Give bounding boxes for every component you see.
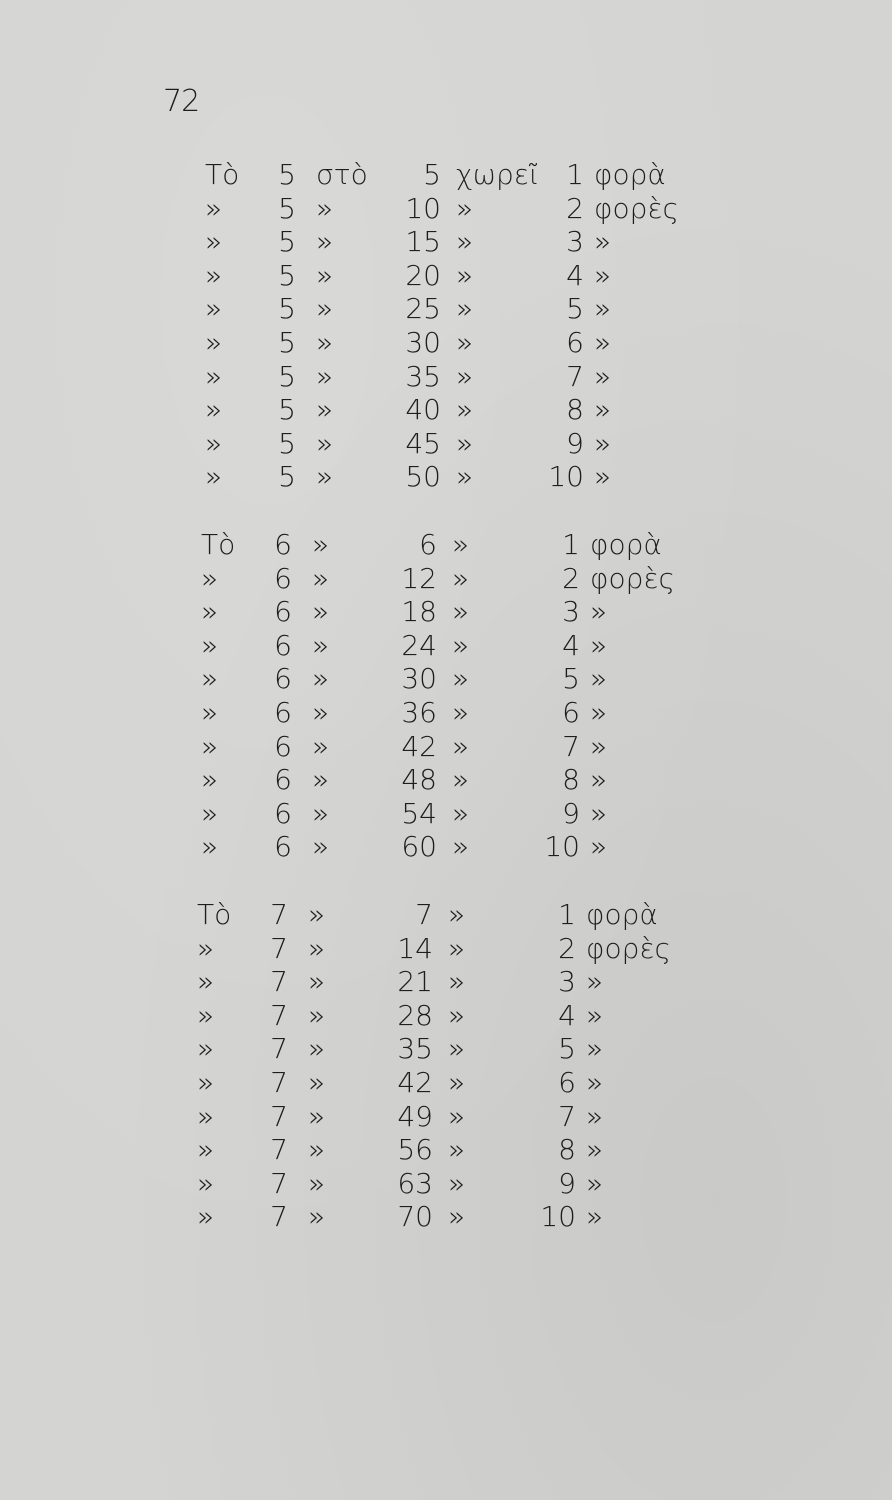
cell-verb: » — [448, 932, 466, 965]
cell-times: 4 — [558, 999, 576, 1032]
cell-prod: 54 — [401, 797, 437, 830]
cell-unit: » — [586, 965, 604, 998]
cell-rel: » — [312, 830, 330, 863]
cell-times: 8 — [566, 393, 584, 426]
cell-verb: » — [452, 797, 470, 830]
cell-verb: » — [452, 763, 470, 796]
cell-lead: » — [205, 192, 223, 225]
cell-verb: » — [448, 965, 466, 998]
cell-unit: » — [594, 393, 612, 426]
cell-unit: » — [586, 1032, 604, 1065]
table-row — [0, 1200, 892, 1234]
cell-rel: » — [312, 662, 330, 695]
cell-lead: Τὸ — [197, 898, 232, 931]
cell-verb: » — [448, 1200, 466, 1233]
table-row — [0, 427, 892, 461]
cell-unit: φορὲς — [586, 932, 671, 965]
table-row — [0, 360, 892, 394]
cell-rel: » — [316, 427, 334, 460]
cell-prod: 35 — [405, 360, 441, 393]
cell-times: 2 — [562, 562, 580, 595]
cell-rel: » — [316, 460, 334, 493]
table-row — [0, 662, 892, 696]
cell-verb: » — [456, 225, 474, 258]
cell-rel: » — [308, 965, 326, 998]
cell-prod: 30 — [401, 662, 437, 695]
cell-prod: 30 — [405, 326, 441, 359]
cell-rel: » — [308, 1032, 326, 1065]
table-row — [0, 528, 892, 562]
table-row — [0, 999, 892, 1033]
cell-n: 6 — [274, 528, 292, 561]
cell-unit: φορὰ — [586, 898, 658, 931]
cell-lead: » — [205, 393, 223, 426]
cell-n: 6 — [274, 696, 292, 729]
table-row — [0, 763, 892, 797]
cell-lead: » — [201, 629, 219, 662]
cell-verb: » — [456, 393, 474, 426]
cell-prod: 24 — [401, 629, 437, 662]
cell-verb: » — [452, 562, 470, 595]
cell-lead: » — [197, 965, 215, 998]
cell-unit: » — [590, 696, 608, 729]
cell-verb: » — [456, 192, 474, 225]
cell-times: 3 — [562, 595, 580, 628]
table-row — [0, 225, 892, 259]
cell-lead: » — [201, 763, 219, 796]
cell-unit: » — [590, 797, 608, 830]
cell-times: 10 — [544, 830, 580, 863]
cell-times: 5 — [562, 662, 580, 695]
cell-unit: » — [594, 460, 612, 493]
cell-verb: » — [452, 830, 470, 863]
cell-rel: » — [308, 1066, 326, 1099]
cell-n: 7 — [270, 1167, 288, 1200]
cell-n: 6 — [274, 629, 292, 662]
cell-n: 7 — [270, 965, 288, 998]
cell-rel: » — [308, 999, 326, 1032]
cell-prod: 56 — [397, 1133, 433, 1166]
table-row — [0, 696, 892, 730]
cell-rel: » — [312, 629, 330, 662]
cell-unit: » — [594, 326, 612, 359]
cell-lead: » — [201, 830, 219, 863]
cell-verb: χωρεῖ — [456, 158, 539, 191]
cell-rel: » — [316, 360, 334, 393]
cell-n: 5 — [278, 225, 296, 258]
cell-rel: » — [308, 1100, 326, 1133]
cell-times: 10 — [540, 1200, 576, 1233]
cell-lead: » — [197, 932, 215, 965]
table-row — [0, 292, 892, 326]
cell-times: 6 — [562, 696, 580, 729]
cell-prod: 63 — [397, 1167, 433, 1200]
cell-unit: φορὲς — [590, 562, 675, 595]
cell-verb: » — [452, 662, 470, 695]
cell-n: 5 — [278, 326, 296, 359]
cell-times: 9 — [558, 1167, 576, 1200]
cell-rel: » — [312, 763, 330, 796]
cell-times: 2 — [566, 192, 584, 225]
table-row — [0, 1100, 892, 1134]
cell-lead: » — [205, 427, 223, 460]
table-row — [0, 730, 892, 764]
cell-verb: » — [456, 292, 474, 325]
cell-unit: φορὰ — [594, 158, 666, 191]
cell-verb: » — [456, 326, 474, 359]
cell-verb: » — [452, 528, 470, 561]
cell-rel: στὸ — [316, 158, 368, 191]
table-row — [0, 158, 892, 192]
table-row — [0, 1066, 892, 1100]
cell-times: 7 — [562, 730, 580, 763]
cell-n: 5 — [278, 192, 296, 225]
cell-n: 7 — [270, 1200, 288, 1233]
cell-times: 5 — [566, 292, 584, 325]
cell-times: 6 — [566, 326, 584, 359]
cell-lead: » — [201, 562, 219, 595]
cell-times: 1 — [566, 158, 584, 191]
cell-lead: » — [201, 730, 219, 763]
cell-n: 7 — [270, 1100, 288, 1133]
cell-rel: » — [316, 326, 334, 359]
table-row — [0, 259, 892, 293]
cell-unit: » — [586, 1167, 604, 1200]
table-row — [0, 595, 892, 629]
cell-times: 2 — [558, 932, 576, 965]
cell-n: 6 — [274, 763, 292, 796]
cell-prod: 7 — [415, 898, 433, 931]
cell-lead: » — [205, 225, 223, 258]
cell-rel: » — [312, 595, 330, 628]
cell-prod: 45 — [405, 427, 441, 460]
table-row — [0, 1032, 892, 1066]
cell-prod: 15 — [405, 225, 441, 258]
cell-rel: » — [308, 932, 326, 965]
cell-lead: » — [197, 1167, 215, 1200]
cell-unit: » — [594, 259, 612, 292]
cell-verb: » — [448, 1133, 466, 1166]
cell-unit: » — [590, 662, 608, 695]
cell-times: 10 — [548, 460, 584, 493]
cell-n: 6 — [274, 797, 292, 830]
cell-unit: » — [586, 1133, 604, 1166]
cell-prod: 35 — [397, 1032, 433, 1065]
cell-unit: » — [586, 1100, 604, 1133]
cell-prod: 49 — [397, 1100, 433, 1133]
cell-prod: 28 — [397, 999, 433, 1032]
table-row — [0, 1133, 892, 1167]
cell-n: 5 — [278, 393, 296, 426]
cell-n: 7 — [270, 1133, 288, 1166]
cell-unit: φορὲς — [594, 192, 679, 225]
cell-n: 5 — [278, 360, 296, 393]
cell-prod: 50 — [405, 460, 441, 493]
cell-n: 6 — [274, 595, 292, 628]
cell-n: 5 — [278, 259, 296, 292]
cell-times: 7 — [558, 1100, 576, 1133]
cell-times: 4 — [566, 259, 584, 292]
cell-prod: 48 — [401, 763, 437, 796]
cell-rel: » — [308, 1133, 326, 1166]
cell-lead: » — [201, 662, 219, 695]
cell-rel: » — [308, 1200, 326, 1233]
cell-times: 1 — [562, 528, 580, 561]
cell-verb: » — [448, 1066, 466, 1099]
cell-n: 6 — [274, 730, 292, 763]
cell-n: 6 — [274, 662, 292, 695]
cell-lead: » — [205, 292, 223, 325]
cell-verb: » — [448, 1032, 466, 1065]
cell-prod: 36 — [401, 696, 437, 729]
cell-prod: 25 — [405, 292, 441, 325]
cell-unit: » — [594, 292, 612, 325]
cell-verb: » — [452, 696, 470, 729]
cell-prod: 60 — [401, 830, 437, 863]
cell-unit: » — [590, 629, 608, 662]
cell-rel: » — [316, 292, 334, 325]
cell-lead: » — [201, 797, 219, 830]
cell-lead: » — [201, 595, 219, 628]
cell-n: 5 — [278, 292, 296, 325]
cell-prod: 18 — [401, 595, 437, 628]
cell-verb: » — [456, 259, 474, 292]
cell-n: 5 — [278, 427, 296, 460]
cell-verb: » — [448, 999, 466, 1032]
cell-prod: 5 — [423, 158, 441, 191]
cell-prod: 20 — [405, 259, 441, 292]
cell-n: 7 — [270, 1066, 288, 1099]
cell-lead: » — [197, 1100, 215, 1133]
cell-unit: » — [594, 427, 612, 460]
cell-rel: » — [308, 1167, 326, 1200]
cell-verb: » — [448, 1100, 466, 1133]
cell-times: 8 — [558, 1133, 576, 1166]
cell-lead: » — [205, 326, 223, 359]
cell-n: 7 — [270, 898, 288, 931]
cell-prod: 6 — [419, 528, 437, 561]
cell-lead: » — [197, 999, 215, 1032]
cell-verb: » — [452, 730, 470, 763]
cell-prod: 12 — [401, 562, 437, 595]
cell-unit: φορὰ — [590, 528, 662, 561]
cell-rel: » — [316, 225, 334, 258]
table-row — [0, 192, 892, 226]
cell-lead: » — [197, 1133, 215, 1166]
cell-n: 5 — [278, 158, 296, 191]
cell-times: 4 — [562, 629, 580, 662]
cell-n: 6 — [274, 562, 292, 595]
cell-prod: 40 — [405, 393, 441, 426]
cell-unit: » — [586, 1200, 604, 1233]
cell-rel: » — [316, 192, 334, 225]
cell-rel: » — [312, 528, 330, 561]
cell-lead: » — [205, 460, 223, 493]
table-row — [0, 965, 892, 999]
cell-times: 6 — [558, 1066, 576, 1099]
cell-lead: » — [201, 696, 219, 729]
cell-lead: » — [197, 1066, 215, 1099]
cell-times: 3 — [566, 225, 584, 258]
cell-n: 5 — [278, 460, 296, 493]
cell-verb: » — [452, 595, 470, 628]
table-row — [0, 326, 892, 360]
cell-times: 5 — [558, 1032, 576, 1065]
table-row — [0, 1167, 892, 1201]
cell-times: 8 — [562, 763, 580, 796]
cell-rel: » — [312, 696, 330, 729]
cell-verb: » — [456, 427, 474, 460]
table-row — [0, 393, 892, 427]
cell-unit: » — [586, 999, 604, 1032]
cell-times: 7 — [566, 360, 584, 393]
cell-verb: » — [448, 1167, 466, 1200]
table-row — [0, 932, 892, 966]
cell-lead: » — [205, 360, 223, 393]
cell-rel: » — [316, 393, 334, 426]
cell-rel: » — [316, 259, 334, 292]
cell-verb: » — [452, 629, 470, 662]
cell-n: 6 — [274, 830, 292, 863]
cell-lead: Τὸ — [201, 528, 236, 561]
cell-rel: » — [312, 730, 330, 763]
table-row — [0, 629, 892, 663]
cell-verb: » — [456, 360, 474, 393]
cell-lead: » — [197, 1200, 215, 1233]
cell-unit: » — [594, 360, 612, 393]
cell-rel: » — [308, 898, 326, 931]
cell-prod: 14 — [397, 932, 433, 965]
cell-unit: » — [590, 730, 608, 763]
cell-times: 3 — [558, 965, 576, 998]
table-row — [0, 562, 892, 596]
cell-prod: 42 — [401, 730, 437, 763]
cell-times: 1 — [558, 898, 576, 931]
cell-unit: » — [590, 763, 608, 796]
cell-prod: 70 — [397, 1200, 433, 1233]
table-row — [0, 830, 892, 864]
cell-lead: » — [205, 259, 223, 292]
cell-unit: » — [594, 225, 612, 258]
cell-verb: » — [448, 898, 466, 931]
cell-rel: » — [312, 797, 330, 830]
cell-times: 9 — [566, 427, 584, 460]
cell-unit: » — [590, 830, 608, 863]
cell-unit: » — [590, 595, 608, 628]
cell-n: 7 — [270, 999, 288, 1032]
cell-verb: » — [456, 460, 474, 493]
cell-n: 7 — [270, 932, 288, 965]
cell-prod: 21 — [397, 965, 433, 998]
cell-times: 9 — [562, 797, 580, 830]
cell-n: 7 — [270, 1032, 288, 1065]
cell-prod: 42 — [397, 1066, 433, 1099]
table-row — [0, 460, 892, 494]
cell-lead: Τὸ — [205, 158, 240, 191]
cell-prod: 10 — [405, 192, 441, 225]
table-row — [0, 797, 892, 831]
cell-lead: » — [197, 1032, 215, 1065]
cell-unit: » — [586, 1066, 604, 1099]
table-row — [0, 898, 892, 932]
page-number: 72 — [163, 84, 200, 119]
cell-rel: » — [312, 562, 330, 595]
